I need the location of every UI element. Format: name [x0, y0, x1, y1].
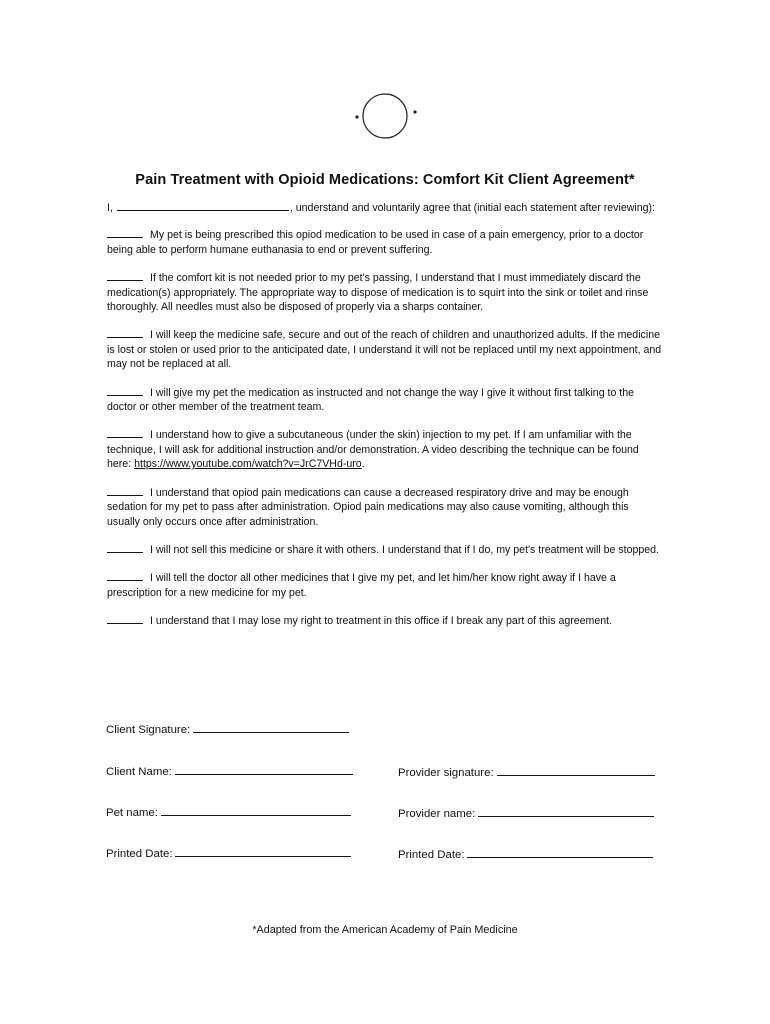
client-signature-row	[106, 723, 349, 736]
initial-blank-1[interactable]	[107, 228, 143, 238]
circle-logo-icon	[355, 88, 419, 146]
statement-text: My pet is being prescribed this opiod medication to be used in case of a pain emergency, prior to a doctor being able to perform humane euthanasia to end or prevent suffering.	[107, 229, 644, 256]
client-signature-field[interactable]	[193, 723, 349, 733]
agreement-body	[107, 201, 663, 643]
pet-name-field[interactable]	[161, 806, 351, 816]
initial-blank-4[interactable]	[107, 386, 143, 396]
initial-blank-2[interactable]	[107, 271, 143, 281]
provider-signature-label: Provider signature:	[398, 767, 494, 779]
printed-date-right-field[interactable]	[467, 848, 653, 858]
intro-suffix: , understand and voluntarily agree that (initial each statement after reviewing):	[289, 202, 655, 214]
statement-text: If the comfort kit is not needed prior to my pet's passing, I understand that I must immediately discard the medication(s) appropriately. The appropriate way to dispose of medication is to squirt into the sink or toilet and rinse thoroughly. All needles must also be disposed of properly via a sharps container.	[107, 272, 649, 314]
provider-name-row	[398, 807, 654, 820]
page-title: Pain Treatment with Opioid Medications: Comfort Kit Client Agreement*	[135, 172, 635, 188]
printed-date-left-row	[106, 847, 351, 860]
initial-blank-8[interactable]	[107, 571, 143, 581]
printed-date-right-label: Printed Date:	[398, 849, 465, 861]
statement-text: I understand how to give a subcutaneous (under the skin) injection to my pet. If I am unfamiliar with the technique, I will ask for additional instruction and/or demonstration. A video describing the technique can be found here:	[107, 429, 639, 471]
provider-name-label: Provider name:	[398, 808, 476, 820]
pet-name-row	[106, 806, 351, 819]
video-link[interactable]: https://www.youtube.com/watch?v=JrC7VHd-uro	[134, 458, 362, 471]
client-name-label: Client Name:	[106, 766, 172, 778]
printed-date-left-field[interactable]	[175, 847, 351, 857]
statement-text: I will keep the medicine safe, secure and out of the reach of children and unauthorized adults. If the medicine is lost or stolen or used prior to the anticipated date, I understand it will not be replaced until my next appointment, and may not be replaced at all.	[107, 329, 662, 371]
statement-text: I understand that I may lose my right to treatment in this office if I break any part of this agreement.	[150, 615, 613, 628]
printed-date-right-row	[398, 848, 653, 861]
statement-text: I will tell the doctor all other medicines that I give my pet, and let him/her know right away if I have a prescription for a new medicine for my pet.	[107, 572, 616, 599]
initial-blank-3[interactable]	[107, 328, 143, 338]
statement-3	[107, 328, 663, 371]
client-signature-label: Client Signature:	[106, 724, 191, 736]
client-name-blank[interactable]	[117, 201, 289, 211]
statement-4	[107, 386, 663, 415]
statement-7	[107, 543, 663, 557]
intro-statement	[107, 201, 663, 215]
provider-name-field[interactable]	[478, 807, 654, 817]
statement-text: I will not sell this medicine or share it with others. I understand that if I do, my pet's treatment will be stopped.	[150, 543, 659, 556]
statement-text: I will give my pet the medication as instructed and not change the way I give it without first talking to the doctor or other member of the treatment team.	[107, 386, 635, 414]
initial-blank-5[interactable]	[107, 428, 143, 438]
statement-8	[107, 571, 663, 600]
initial-blank-6[interactable]	[107, 486, 143, 496]
client-name-field[interactable]	[175, 765, 353, 775]
intro-prefix: I,	[107, 202, 113, 214]
footnote: *Adapted from the American Academy of Pain Medicine	[252, 924, 518, 936]
provider-signature-row	[398, 766, 655, 779]
statement-6	[107, 486, 663, 529]
initial-blank-7[interactable]	[107, 543, 143, 553]
statement-2	[107, 271, 663, 314]
pet-name-label: Pet name:	[106, 807, 158, 819]
statement-5	[107, 428, 663, 471]
initial-blank-9[interactable]	[107, 614, 143, 624]
provider-signature-field[interactable]	[497, 766, 655, 776]
statement-1	[107, 228, 663, 257]
printed-date-left-label: Printed Date:	[106, 848, 173, 860]
client-name-row	[106, 765, 353, 778]
video-link-end: .	[361, 458, 365, 471]
statement-text: I understand that opiod pain medications can cause a decreased respiratory drive and may be enough sedation for my pet to pass after administration. Opiod pain medications may also cause vomiting, although this usually only occurs once after administration.	[107, 486, 629, 528]
statement-9	[107, 614, 663, 628]
